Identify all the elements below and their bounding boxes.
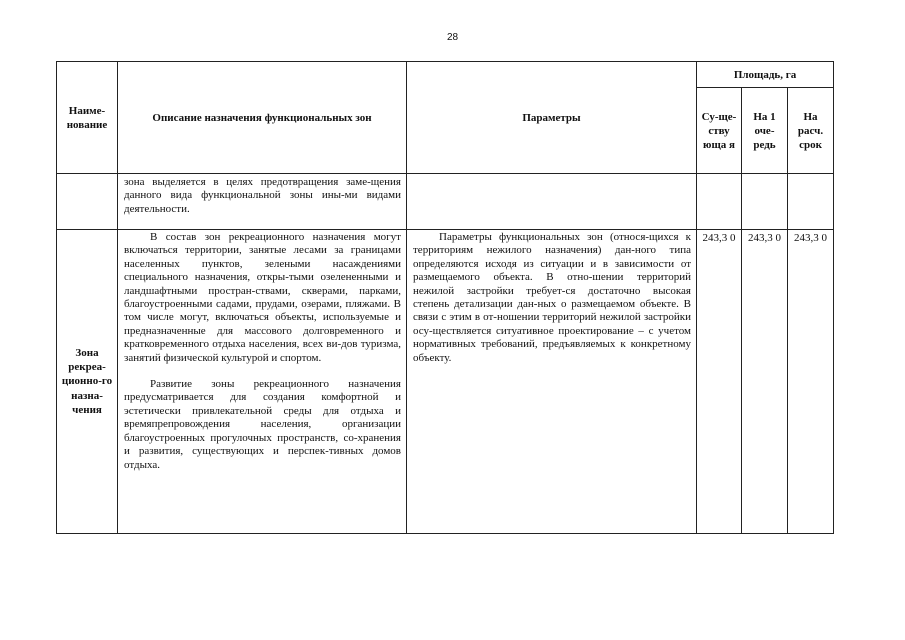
header-area-group [697,62,834,88]
row2-parameters: Параметры функциональных зон (относя-щихся к территориям нежилого назначения) дан-ного типа определяются исходя из ситуации и в зависимости от размещаемого объекта. В отно-шении территорий нежилой застройки требует-ся достаточно высокая степень детализации дан-ных о размещаемом объекте. В связи с этим в от-ношении территорий нежилой застройки осу-ществляется ситуативное проектирование – с учетом нормативных требований, предъявляемых к конкретному объекту. [413,231,691,364]
row2-existing-cell [697,230,742,534]
row2-description-cell [118,230,407,534]
row2-name-cell [57,230,118,534]
row1-description-cell [118,174,407,230]
row2-zone-name: Зона рекреа-ционно-го назна-чения [61,346,113,416]
header-area-group-label: Площадь, га [733,68,797,81]
row1-existing-cell [697,174,742,230]
header-name-label: Наиме-нование [66,104,108,131]
row2-first-stage-value: 243,3 0 [748,232,781,244]
header-first-stage-label: На 1 оче-редь [753,110,776,151]
header-description-label: Описание назначения функциональных зон [152,111,372,124]
header-first-stage [742,88,788,174]
header-existing-label: Су-ще-ству юща я [701,110,737,151]
row1-parameters-cell [407,174,697,230]
row2-description-p2: Развитие зоны рекреационного назначения предусматривается для создания комфортной и эстетически привлекательной среды для отдыха и времяпрепровождения населения, организации благоустроенных прогулочных пространств, со-хранения и развития, существующих и перспек-тивных домов отдыха. [124,378,401,471]
header-parameters [407,62,697,174]
header-name [57,62,118,174]
row1-description: зона выделяется в целях предотвращения заме-щения данного вида функциональной зоны ины-ми видами деятельности. [124,176,401,215]
row1-calc-period-cell [788,174,834,230]
row1-first-stage-cell [742,174,788,230]
functional-zones-table [56,61,834,534]
header-calc-period [788,88,834,174]
header-existing [697,88,742,174]
table-row [57,230,834,534]
row2-first-stage-cell [742,230,788,534]
header-calc-period-label: На расч. срок [797,110,824,151]
header-description [118,62,407,174]
row2-calc-period-value: 243,3 0 [794,232,827,244]
table-row [57,174,834,230]
page-number: 28 [446,32,459,43]
row2-existing-value: 243,3 0 [702,232,736,244]
row2-calc-period-cell [788,230,834,534]
row2-parameters-cell [407,230,697,534]
row2-description-p1: В состав зон рекреационного назначения могут включаться территории, занятые лесами за границами населенных пунктов, зелеными насаждениями специального назначения, откры-тыми озелененными и ландшафтными простран-ствами, скверами, парками, благоустроенными садами, прудами, озерами, пляжами. В том числе могут, включаться объекты, используемые и предназначенные для массового долговременного и кратковременного отдыха населения, всех ви-дов туризма, занятий физической культурой и спортом. [124,231,401,364]
header-parameters-label: Параметры [522,111,581,124]
row1-name-cell [57,174,118,230]
